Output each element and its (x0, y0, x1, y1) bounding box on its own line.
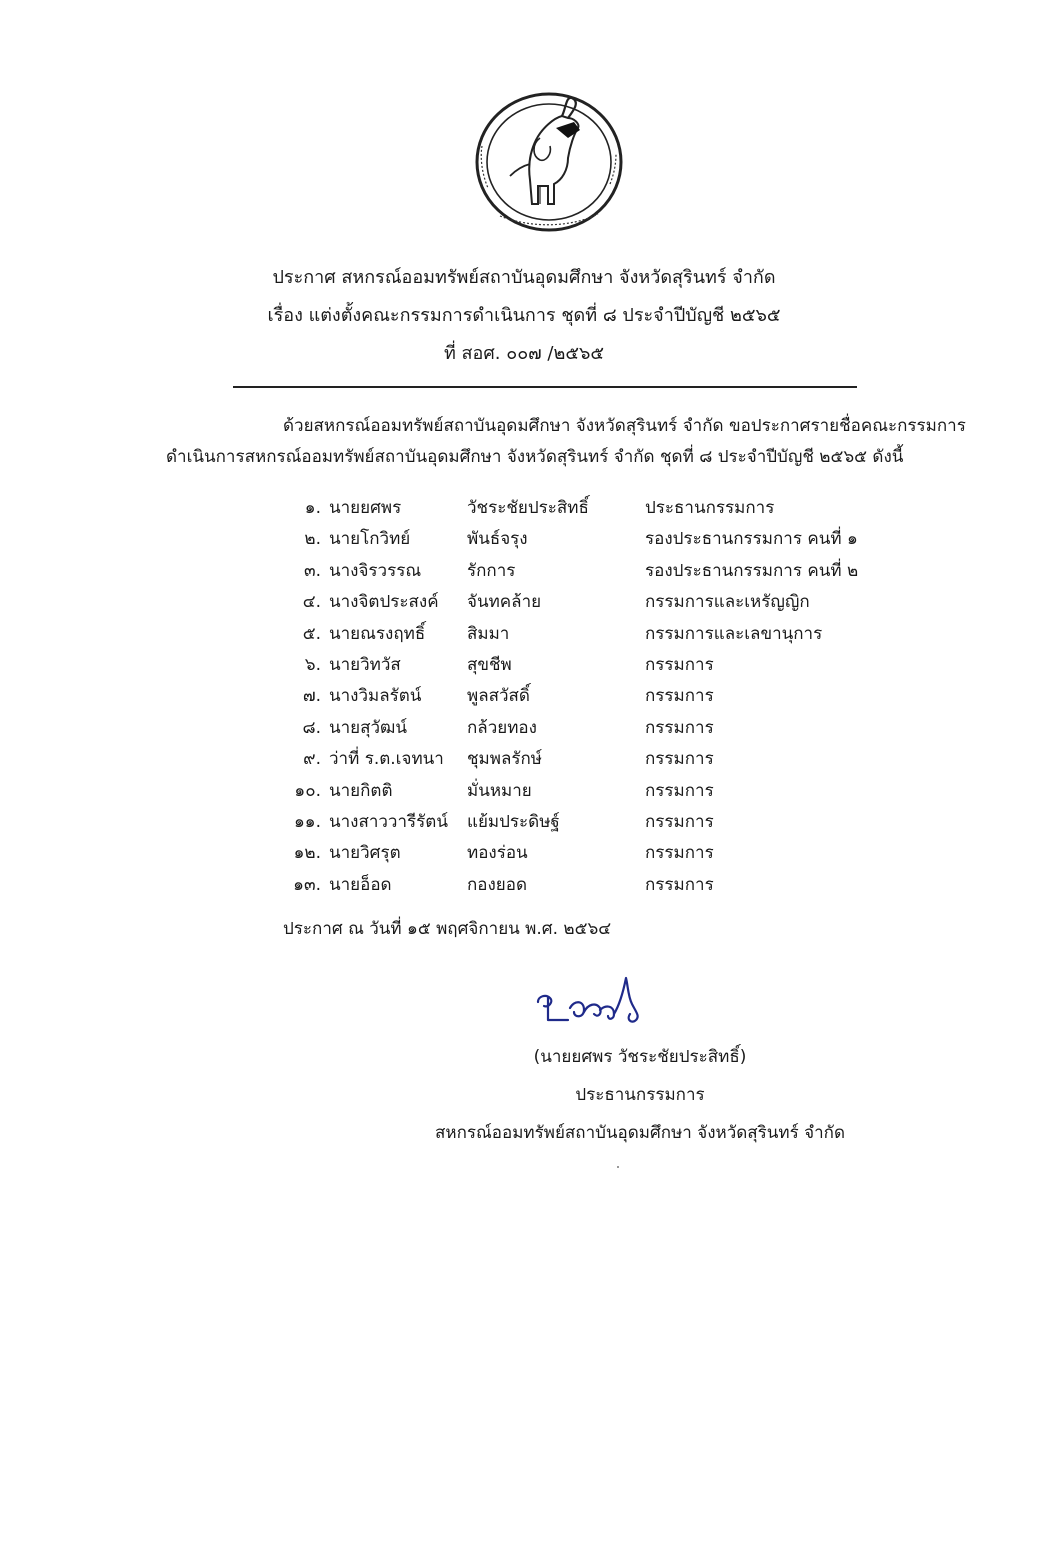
member-name: นายวิทวัส (329, 654, 401, 675)
member-position: กรรมการ (645, 749, 714, 770)
member-number: ๑. (304, 498, 321, 518)
member-name: นายอ็อด (329, 874, 392, 895)
member-position: ประธานกรรมการ (645, 498, 775, 518)
signatory-title: ประธานกรรมการ (575, 1085, 705, 1105)
member-surname: รักการ (467, 560, 516, 581)
member-name: นางวิมลรัตน์ (329, 686, 422, 707)
member-surname: พูลสวัสดิ์ (467, 686, 530, 707)
member-row (0, 557, 1048, 588)
member-position: กรรมการ (645, 874, 714, 895)
member-surname: สุขชีพ (467, 654, 512, 675)
member-name: นายสุวัฒน์ (329, 717, 408, 738)
member-number: ๕. (302, 623, 321, 644)
member-name: นายณรงฤทธิ์ (329, 623, 426, 644)
member-row (0, 745, 1048, 776)
member-position: รองประธานกรรมการ คนที่ ๒ (645, 560, 859, 581)
member-row (0, 525, 1048, 556)
member-name: นางสาววารีรัตน์ (329, 811, 448, 832)
member-position: กรรมการ (645, 780, 714, 801)
member-name: นางจิรวรรณ (329, 560, 422, 581)
announcement-subject: เรื่อง แต่งตั้งคณะกรรมการดำเนินการ ชุดที่ ๘ ประจำปีบัญชี ๒๕๖๕ (267, 305, 781, 326)
member-number: ๑๓. (293, 874, 321, 895)
member-position: กรรมการและเลขานุการ (645, 623, 823, 644)
member-number: ๘. (302, 717, 321, 738)
member-row (0, 777, 1048, 808)
member-number: ๒. (304, 529, 321, 550)
member-row (0, 871, 1048, 902)
member-number: ๔. (302, 592, 321, 613)
member-number: ๓. (303, 560, 321, 581)
scan-speck (617, 1166, 619, 1168)
signatory-name: (นายยศพร วัชระชัยประสิทธิ์) (533, 1047, 747, 1067)
member-row (0, 494, 1048, 525)
member-number: ๙. (303, 749, 321, 770)
member-surname: กล้วยทอง (467, 717, 537, 738)
intro-line-2: ดำเนินการสหกรณ์ออมทรัพย์สถาบันอุดมศึกษา จังหวัดสุรินทร์ จำกัด ชุดที่ ๘ ประจำปีบัญชี ๒๕๖๕ ดังนี้ (166, 447, 904, 467)
member-name: นายโกวิทย์ (329, 529, 411, 550)
member-position: กรรมการและเหรัญญิก (645, 592, 810, 613)
member-row (0, 714, 1048, 745)
committee-member-list (0, 494, 1048, 902)
member-number: ๑๐. (294, 780, 321, 801)
member-name: นางจิตประสงค์ (329, 592, 439, 613)
member-row (0, 839, 1048, 870)
member-surname: ชุมพลรักษ์ (467, 749, 542, 770)
announcement-heading: ประกาศ สหกรณ์ออมทรัพย์สถาบันอุดมศึกษา จังหวัดสุรินทร์ จำกัด (272, 267, 776, 288)
member-position: กรรมการ (645, 717, 714, 738)
member-name: นายวิศรุต (329, 843, 401, 864)
member-surname: จันทคล้าย (467, 592, 542, 613)
member-number: ๖. (304, 654, 321, 675)
member-row (0, 620, 1048, 651)
member-name: ว่าที่ ร.ต.เจทนา (329, 749, 444, 770)
member-surname: ทองร่อน (467, 843, 528, 864)
announcement-date: ประกาศ ณ วันที่ ๑๕ พฤศจิกายน พ.ศ. ๒๕๖๔ (283, 919, 612, 939)
member-surname: แย้มประดิษฐ์ (467, 811, 560, 832)
member-position: กรรมการ (645, 811, 714, 832)
handwritten-signature-icon (528, 968, 656, 1032)
member-row (0, 651, 1048, 682)
member-number: ๑๑. (294, 811, 321, 832)
member-name: นายกิตติ (329, 780, 393, 801)
member-position: กรรมการ (645, 843, 714, 864)
member-row (0, 808, 1048, 839)
member-name: นายยศพร (329, 498, 402, 518)
announcement-number: ที่ สอศ. ๐๐๗ /๒๕๖๕ (443, 343, 605, 364)
member-row (0, 588, 1048, 619)
divider (233, 386, 857, 388)
member-surname: กองยอด (467, 874, 528, 895)
member-surname: สิมมา (467, 623, 510, 644)
intro-line-1: ด้วยสหกรณ์ออมทรัพย์สถาบันอุดมศึกษา จังหวัดสุรินทร์ จำกัด ขอประกาศรายชื่อคณะกรรมการ (283, 416, 966, 436)
member-surname: พันธ์จรุง (467, 529, 528, 550)
member-number: ๑๒. (293, 843, 321, 864)
member-number: ๗. (302, 686, 321, 707)
member-row (0, 682, 1048, 713)
elephant-seal-icon (470, 88, 628, 236)
member-position: กรรมการ (645, 686, 714, 707)
signatory-organization: สหกรณ์ออมทรัพย์สถาบันอุดมศึกษา จังหวัดสุรินทร์ จำกัด (435, 1123, 845, 1143)
member-position: กรรมการ (645, 654, 714, 675)
member-position: รองประธานกรรมการ คนที่ ๑ (645, 529, 858, 550)
member-surname: วัชระชัยประสิทธิ์ (467, 498, 589, 518)
member-surname: มั่นหมาย (467, 780, 532, 801)
